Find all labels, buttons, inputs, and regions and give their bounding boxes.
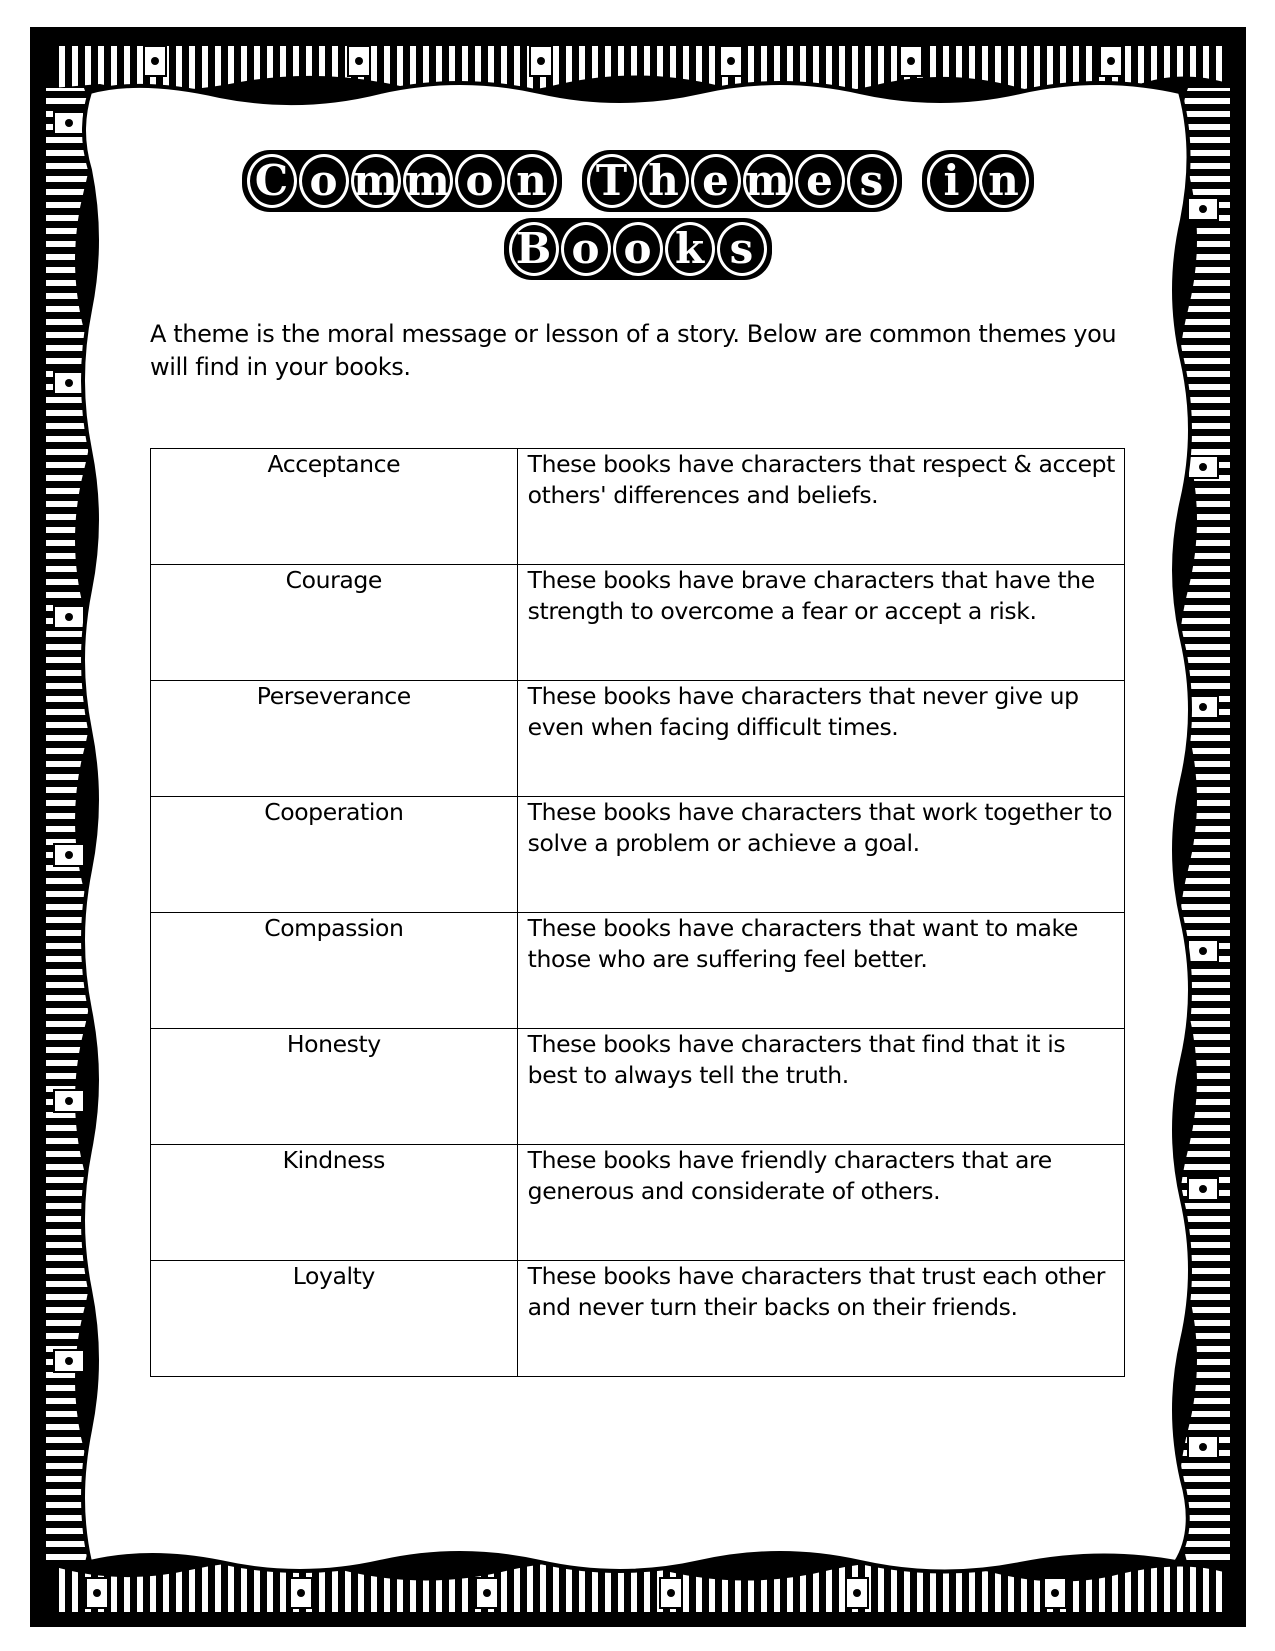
title-letter: o: [613, 222, 663, 276]
theme-row: [151, 681, 1125, 797]
theme-row: [151, 797, 1125, 913]
title-letter: o: [455, 154, 505, 208]
theme-description: These books have characters that find that it is best to always tell the truth.: [517, 1029, 1124, 1145]
title-letter: e: [795, 154, 845, 208]
theme-row: [151, 1029, 1125, 1145]
title-letter: m: [351, 154, 401, 208]
theme-name: Honesty: [151, 1029, 518, 1145]
title-letter: n: [507, 154, 557, 208]
theme-name: Acceptance: [151, 449, 518, 565]
theme-description: These books have characters that respect & accept others' differences and beliefs.: [517, 449, 1124, 565]
theme-description: These books have characters that trust each other and never turn their backs on their friends.: [517, 1261, 1124, 1377]
title-letter: B: [509, 222, 559, 276]
theme-row: [151, 1261, 1125, 1377]
theme-description: These books have brave characters that have the strength to overcome a fear or accept a risk.: [517, 565, 1124, 681]
title-letter: T: [587, 154, 637, 208]
title-word: [582, 150, 902, 212]
worksheet-content: [150, 150, 1125, 1321]
theme-row: [151, 913, 1125, 1029]
theme-name: Courage: [151, 565, 518, 681]
theme-row: [151, 565, 1125, 681]
theme-name: Perseverance: [151, 681, 518, 797]
title-letter: s: [717, 222, 767, 276]
title-letter: k: [665, 222, 715, 276]
title-word: [242, 150, 562, 212]
theme-name: Kindness: [151, 1145, 518, 1261]
title-line-2: [150, 218, 1125, 280]
theme-description: These books have characters that want to make those who are suffering feel better.: [517, 913, 1124, 1029]
title-letter: h: [639, 154, 689, 208]
title-letter: o: [561, 222, 611, 276]
theme-description: These books have characters that work together to solve a problem or achieve a goal.: [517, 797, 1124, 913]
theme-name: Compassion: [151, 913, 518, 1029]
intro-paragraph: A theme is the moral message or lesson of a story. Below are common themes you will find in your books.: [150, 320, 1117, 381]
title-letter: o: [299, 154, 349, 208]
theme-name: Loyalty: [151, 1261, 518, 1377]
theme-description: These books have friendly characters that are generous and considerate of others.: [517, 1145, 1124, 1261]
theme-row: [151, 1145, 1125, 1261]
title-letter: i: [927, 154, 977, 208]
title-letter: e: [691, 154, 741, 208]
title-letter: C: [247, 154, 297, 208]
theme-row: [151, 449, 1125, 565]
title-letter: m: [403, 154, 453, 208]
page-title: [150, 150, 1125, 280]
title-letter: s: [847, 154, 897, 208]
themes-table: [150, 448, 1125, 1377]
theme-description: These books have characters that never give up even when facing difficult times.: [517, 681, 1124, 797]
title-letter: m: [743, 154, 793, 208]
title-letter: n: [979, 154, 1029, 208]
title-word: [922, 150, 1034, 212]
title-word: [504, 218, 772, 280]
title-line-1: [150, 150, 1125, 212]
theme-name: Cooperation: [151, 797, 518, 913]
